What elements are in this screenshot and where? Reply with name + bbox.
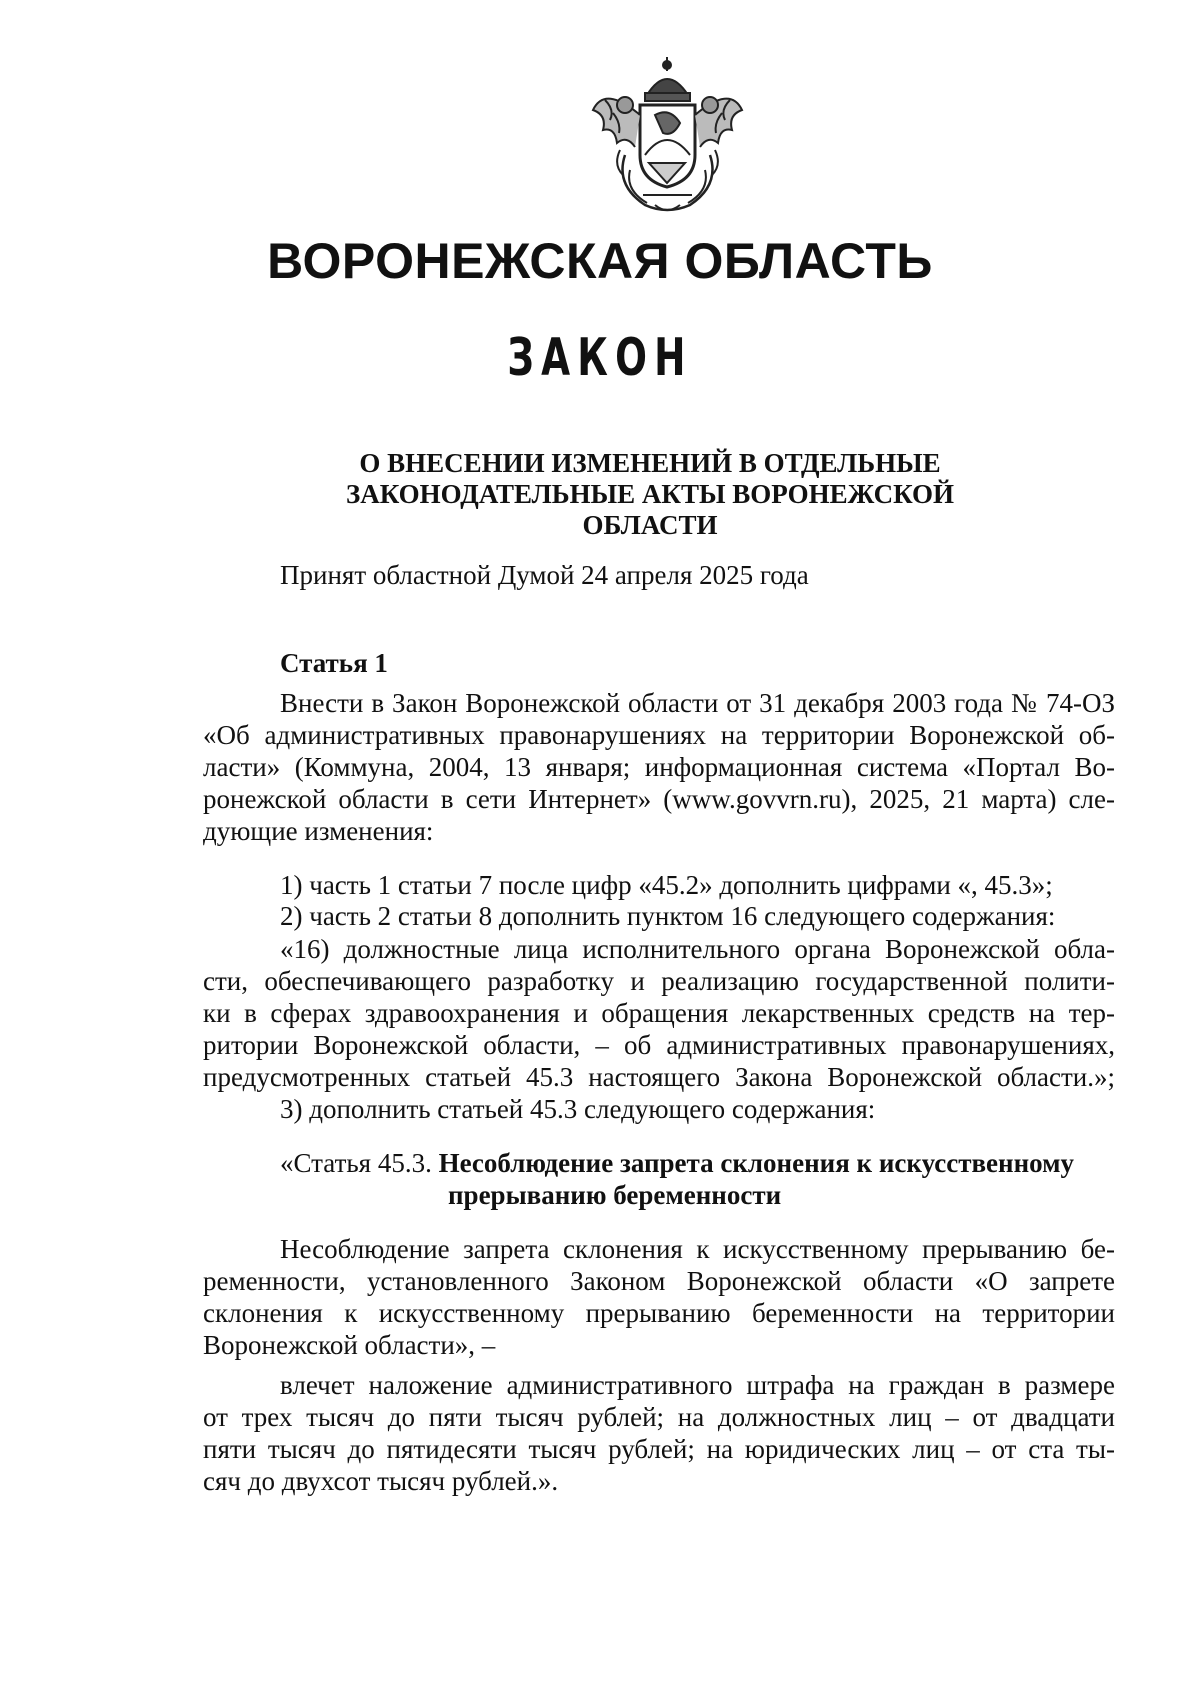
article-45-3-prefix: «Статья 45.3.: [280, 1148, 439, 1178]
paragraph-line: «Об административных правонарушениях на территории Воронежской об-: [203, 720, 1115, 750]
list-item: 1) часть 1 статьи 7 после цифр «45.2» дополнить цифрами «, 45.3»;: [280, 870, 1053, 900]
paragraph-line: ронежской области в сети Интернет» (www.govvrn.ru), 2025, 21 марта) сле-: [203, 784, 1115, 814]
paragraph-line: Внести в Закон Воронежской области от 31 декабря 2003 года № 74-ОЗ: [280, 688, 1115, 718]
article-heading: Статья 1: [280, 648, 388, 678]
paragraph-line: ритории Воронежской области, – об административных правонарушениях,: [203, 1030, 1115, 1060]
article-45-3-heading: [280, 1148, 1074, 1180]
paragraph-line: пяти тысяч до пятидесяти тысяч рублей; на юридических лиц – от ста ты-: [203, 1434, 1115, 1464]
subject-line: ЗАКОНОДАТЕЛЬНЫЕ АКТЫ ВОРОНЕЖСКОЙ: [345, 479, 955, 509]
paragraph-line: от трех тысяч до пяти тысяч рублей; на должностных лиц – от двадцати: [203, 1402, 1115, 1432]
list-item: 2) часть 2 статьи 8 дополнить пунктом 16 следующего содержания:: [280, 901, 1056, 931]
coat-of-arms-emblem: [585, 55, 750, 220]
paragraph-line: сяч до двухсот тысяч рублей.».: [203, 1466, 559, 1496]
paragraph-line: склонения к искусственному прерыванию беременности на территории: [203, 1298, 1115, 1328]
document-type-title: ЗАКОН: [507, 328, 693, 388]
paragraph-line: предусмотренных статьей 45.3 настоящего Закона Воронежской области.»;: [203, 1062, 1115, 1092]
paragraph-line: Несоблюдение запрета склонения к искусственному прерыванию бе-: [280, 1234, 1115, 1264]
paragraph-line: влечет наложение административного штрафа на граждан в размере: [280, 1370, 1115, 1400]
paragraph-line: ласти» (Коммуна, 2004, 13 января; информационная система «Портал Во-: [203, 752, 1115, 782]
paragraph-line: Воронежской области», –: [203, 1330, 496, 1360]
paragraph-line: сти, обеспечивающего разработку и реализацию государственной полити-: [203, 966, 1115, 996]
paragraph-line: ременности, установленного Законом Воронежской области «О запрете: [203, 1266, 1115, 1296]
law-subject-heading: [300, 448, 1000, 541]
paragraph-line: «16) должностные лица исполнительного органа Воронежской обла-: [280, 934, 1115, 964]
adoption-statement: Принят областной Думой 24 апреля 2025 года: [280, 560, 809, 590]
subject-line: ОБЛАСТИ: [582, 510, 718, 540]
paragraph-line: дующие изменения:: [203, 816, 434, 846]
paragraph-line: ки в сферах здравоохранения и обращения лекарственных средств на тер-: [203, 998, 1115, 1028]
article-45-3-title-continued: прерыванию беременности: [448, 1180, 782, 1210]
article-45-3-title: Несоблюдение запрета склонения к искусственному: [438, 1148, 1075, 1178]
list-item: 3) дополнить статьей 45.3 следующего содержания:: [280, 1094, 876, 1124]
region-title: ВОРОНЕЖСКАЯ ОБЛАСТЬ: [267, 233, 933, 289]
subject-line: О ВНЕСЕНИИ ИЗМЕНЕНИЙ В ОТДЕЛЬНЫЕ: [359, 448, 941, 478]
